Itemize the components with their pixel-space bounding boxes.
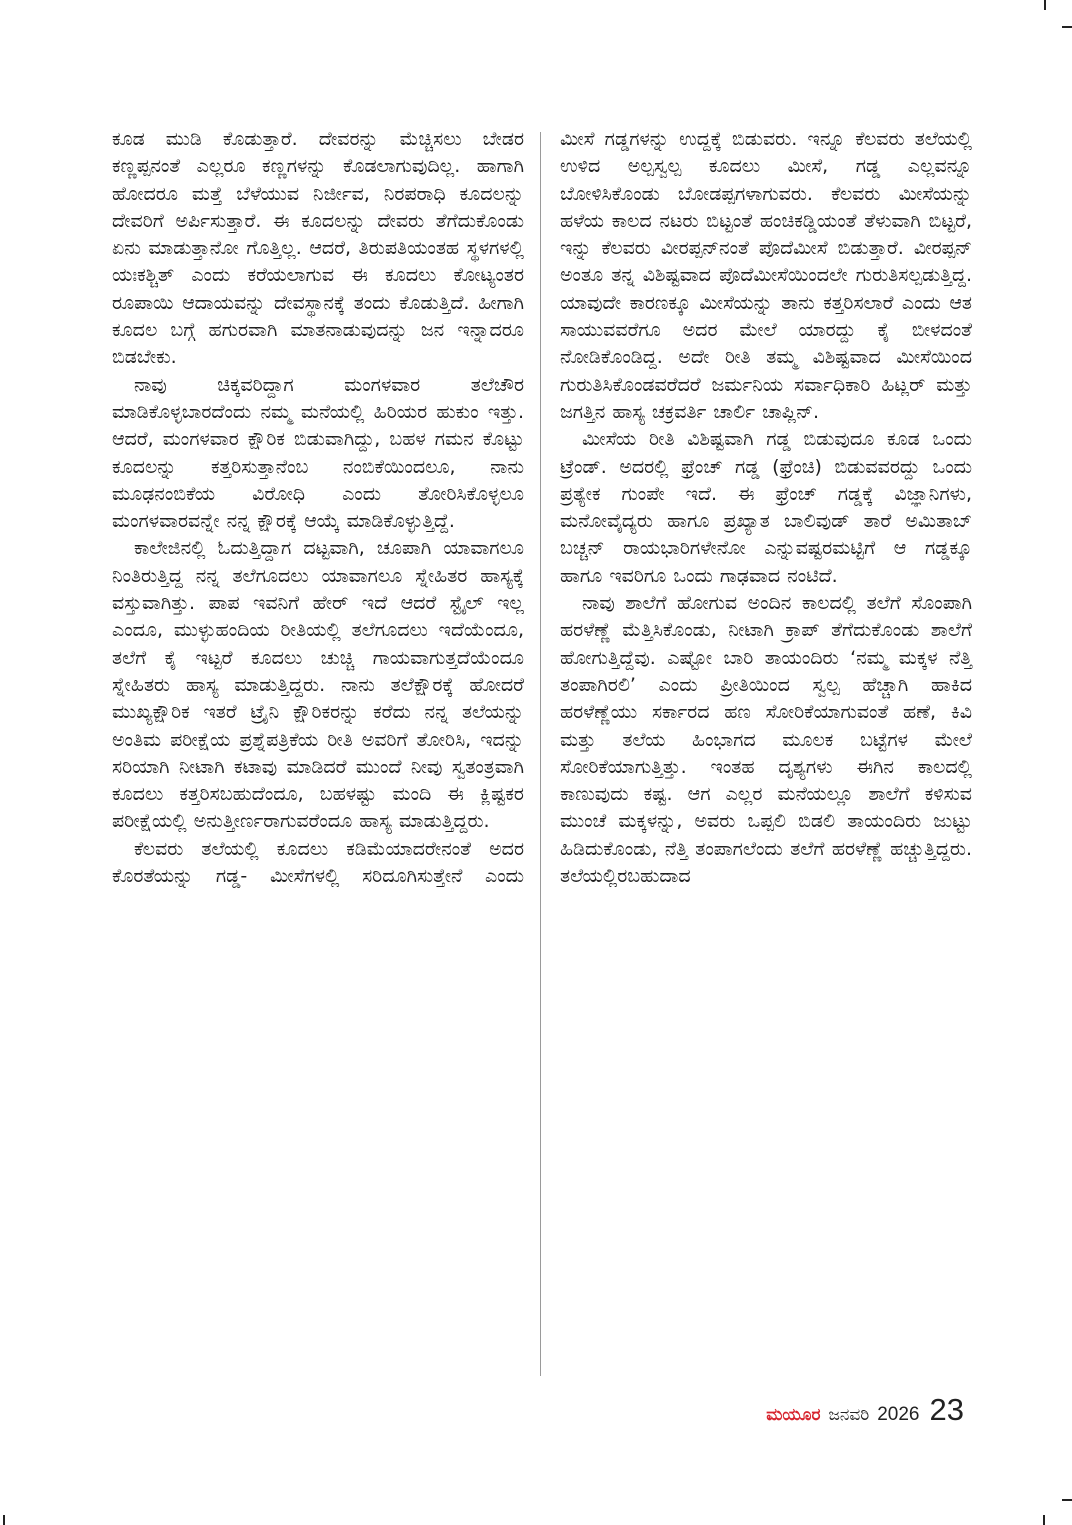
article-paragraph: ನಾವು ಶಾಲೆಗೆ ಹೋಗುವ ಅಂದಿನ ಕಾಲದಲ್ಲಿ ತಲೆಗೆ ಸೊಂಪಾಗಿ ಹರಳೆಣ್ಣೆ ಮೆತ್ತಿಸಿಕೊಂಡು, ನೀಟಾಗಿ ಕ್ರಾಪ್ ತೆಗೆದುಕೊಂಡು ಶಾಲೆಗೆ ಹೋಗುತ್ತಿದ್ದೆವು. ಎಷ್ಟೋ ಬಾರಿ ತಾಯಂದಿರು ‘ನಮ್ಮ ಮಕ್ಕಳ ನೆತ್ತಿ ತಂಪಾಗಿರಲಿ’ ಎಂದು ಪ್ರೀತಿಯಿಂದ ಸ್ವಲ್ಪ ಹೆಚ್ಚಾಗಿ ಹಾಕಿದ ಹರಳೆಣ್ಣೆಯು ಸರ್ಕಾರದ ಹಣ ಸೋರಿಕೆಯಾಗುವಂತೆ ಹಣೆ, ಕಿವಿ ಮತ್ತು ತಲೆಯ ಹಿಂಭಾಗದ ಮೂಲಕ ಬಟ್ಟೆಗಳ ಮೇಲೆ ಸೋರಿಕೆಯಾಗುತ್ತಿತ್ತು. ಇಂತಹ ದೃಶ್ಯಗಳು ಈಗಿನ ಕಾಲದಲ್ಲಿ ಕಾಣುವುದು ಕಷ್ಟ. ಆಗ ಎಲ್ಲರ ಮನೆಯಲ್ಲೂ ಶಾಲೆಗೆ ಕಳಿಸುವ ಮುಂಚೆ ಮಕ್ಕಳನ್ನು, ಅವರು ಒಪ್ಪಲಿ ಬಿಡಲಿ ತಾಯಂದಿರು ಜುಟ್ಟು ಹಿಡಿದುಕೊಂಡು, ನೆತ್ತಿ ತಂಪಾಗಲೆಂದು ತಲೆಗೆ ಹರಳೆಣ್ಣೆ ಹಚ್ಚುತ್ತಿದ್ದರು. ತಲೆಯಲ್ಲಿರಬಹುದಾದ [560,592,972,888]
page-footer [766,1392,964,1428]
crop-mark-right-top [1062,26,1072,28]
article-paragraph: ನಾವು ಚಿಕ್ಕವರಿದ್ದಾಗ ಮಂಗಳವಾರ ತಲೆಚೌರ ಮಾಡಿಕೊಳ್ಳಬಾರದೆಂದು ನಮ್ಮ ಮನೆಯಲ್ಲಿ ಹಿರಿಯರ ಹುಕುಂ ಇತ್ತು. ಆದರೆ, ಮಂಗಳವಾರ ಕ್ಷೌರಿಕ ಬಿಡುವಾಗಿದ್ದು, ಬಹಳ ಗಮನ ಕೊಟ್ಟು ಕೂದಲನ್ನು ಕತ್ತರಿಸುತ್ತಾನೆಂಬ ನಂಬಿಕೆಯಿಂದಲೂ, ನಾನು ಮೂಢನಂಬಿಕೆಯ ವಿರೋಧಿ ಎಂದು ತೋರಿಸಿಕೊಳ್ಳಲೂ ಮಂಗಳವಾರವನ್ನೇ ನನ್ನ ಕ್ಷೌರಕ್ಕೆ ಆಯ್ಕೆ ಮಾಡಿಕೊಳ್ಳುತ್ತಿದ್ದೆ. [112,373,524,533]
magazine-logo: ಮಯೂರ [766,1405,821,1425]
crop-mark-top-right [1044,0,1046,10]
article-paragraph: ಮೀಸೆಯ ರೀತಿ ವಿಶಿಷ್ಟವಾಗಿ ಗಡ್ಡ ಬಿಡುವುದೂ ಕೂಡ ಒಂದು ಟ್ರೆಂಡ್. ಅದರಲ್ಲಿ ಫ್ರೆಂಚ್ ಗಡ್ಡ (ಫ್ರೆಂಚಿ) ಬಿಡುವವರದ್ದು ಒಂದು ಪ್ರತ್ಯೇಕ ಗುಂಪೇ ಇದೆ. ಈ ಫ್ರೆಂಚ್ ಗಡ್ಡಕ್ಕೆ ವಿಜ್ಞಾನಿಗಳು, ಮನೋವೈದ್ಯರು ಹಾಗೂ ಪ್ರಖ್ಯಾತ ಬಾಲಿವುಡ್ ತಾರೆ ಅಮಿತಾಬ್ ಬಚ್ಚನ್ ರಾಯಭಾರಿಗಳೇನೋ ಎನ್ನುವಷ್ಟರಮಟ್ಟಿಗೆ ಆ ಗಡ್ಡಕ್ಕೂ ಹಾಗೂ ಇವರಿಗೂ ಒಂದು ಗಾಢವಾದ ನಂಟಿದೆ. [560,428,972,587]
article-paragraph: ಕೆಲವರು ತಲೆಯಲ್ಲಿ ಕೂದಲು ಕಡಿಮೆಯಾದರೇನಂತೆ ಅದರ ಕೊರತೆಯನ್ನು ಗಡ್ಡ- ಮೀಸೆಗಳಲ್ಲಿ ಸರಿದೂಗಿಸುತ್ತೇನೆ ಎಂದು [112,837,524,888]
page-number: 23 [929,1392,964,1427]
issue-year: 2026 [877,1404,920,1425]
article-column-right [560,126,972,890]
column-divider [540,132,541,1376]
article-paragraph: ಕೂಡ ಮುಡಿ ಕೊಡುತ್ತಾರೆ. ದೇವರನ್ನು ಮೆಚ್ಚಿಸಲು ಬೇಡರ ಕಣ್ಣಪ್ಪನಂತೆ ಎಲ್ಲರೂ ಕಣ್ಣಗಳನ್ನು ಕೊಡಲಾಗುವುದಿಲ್ಲ. ಹಾಗಾಗಿ ಹೋದರೂ ಮತ್ತೆ ಬೆಳೆಯುವ ನಿರ್ಜೀವ, ನಿರಪರಾಧಿ ಕೂದಲನ್ನು ದೇವರಿಗೆ ಅರ್ಪಿಸುತ್ತಾರೆ. ಈ ಕೂದಲನ್ನು ದೇವರು ತೆಗೆದುಕೊಂಡು ಏನು ಮಾಡುತ್ತಾನೋ ಗೊತ್ತಿಲ್ಲ. ಆದರೆ, ತಿರುಪತಿಯಂತಹ ಸ್ಥಳಗಳಲ್ಲಿ ಯಃಕಶ್ಚಿತ್ ಎಂದು ಕರೆಯಲಾಗುವ ಈ ಕೂದಲು ಕೋಟ್ಯಂತರ ರೂಪಾಯಿ ಆದಾಯವನ್ನು ದೇವಸ್ಥಾನಕ್ಕೆ ತಂದು ಕೊಡುತ್ತಿದೆ. ಹೀಗಾಗಿ ಕೂದಲ ಬಗ್ಗೆ ಹಗುರವಾಗಿ ಮಾತನಾಡುವುದನ್ನು ಜನ ಇನ್ನಾದರೂ ಬಿಡಬೇಕು. [112,128,524,369]
crop-mark-right-bottom [1062,1499,1072,1501]
crop-mark-bottom-left [3,1515,5,1525]
article-column-left [112,126,524,890]
issue-month: ಜನವರಿ [828,1405,870,1425]
article-paragraph: ಕಾಲೇಜಿನಲ್ಲಿ ಓದುತ್ತಿದ್ದಾಗ ದಟ್ಟವಾಗಿ, ಚೂಪಾಗಿ ಯಾವಾಗಲೂ ನಿಂತಿರುತ್ತಿದ್ದ ನನ್ನ ತಲೆಗೂದಲು ಯಾವಾಗಲೂ ಸ್ನೇಹಿತರ ಹಾಸ್ಯಕ್ಕೆ ವಸ್ತುವಾಗಿತ್ತು. ಪಾಪ ಇವನಿಗೆ ಹೇರ್ ಇದೆ ಆದರೆ ಸ್ಟೈಲ್ ಇಲ್ಲ ಎಂದೂ, ಮುಳ್ಳುಹಂದಿಯ ರೀತಿಯಲ್ಲಿ ತಲೆಗೂದಲು ಇದೆಯೆಂದೂ, ತಲೆಗೆ ಕೈ ಇಟ್ಟರೆ ಕೂದಲು ಚುಚ್ಚಿ ಗಾಯವಾಗುತ್ತದೆಯೆಂದೂ ಸ್ನೇಹಿತರು ಹಾಸ್ಯ ಮಾಡುತ್ತಿದ್ದರು. ನಾನು ತಲೆಕ್ಷೌರಕ್ಕೆ ಹೋದರೆ ಮುಖ್ಯಕ್ಷೌರಿಕ ಇತರೆ ಟ್ರೈನಿ ಕ್ಷೌರಿಕರನ್ನು ಕರೆದು ನನ್ನ ತಲೆಯನ್ನು ಅಂತಿಮ ಪರೀಕ್ಷೆಯ ಪ್ರಶ್ನೆಪತ್ರಿಕೆಯ ರೀತಿ ಅವರಿಗೆ ತೋರಿಸಿ, ಇದನ್ನು ಸರಿಯಾಗಿ ನೀಟಾಗಿ ಕಟಾವು ಮಾಡಿದರೆ ಮುಂದೆ ನೀವು ಸ್ವತಂತ್ರವಾಗಿ ಕೂದಲು ಕತ್ತರಿಸಬಹುದೆಂದೂ, ಬಹಳಷ್ಟು ಮಂದಿ ಈ ಕ್ಲಿಷ್ಟಕರ ಪರೀಕ್ಷೆಯಲ್ಲಿ ಅನುತ್ತೀರ್ಣರಾಗುವರೆಂದೂ ಹಾಸ್ಯ ಮಾಡುತ್ತಿದ್ದರು. [112,537,524,833]
crop-mark-bottom-right [1043,1515,1045,1525]
article-paragraph: ಮೀಸೆ ಗಡ್ಡಗಳನ್ನು ಉದ್ದಕ್ಕೆ ಬಿಡುವರು. ಇನ್ನೂ ಕೆಲವರು ತಲೆಯಲ್ಲಿ ಉಳಿದ ಅಲ್ಪಸ್ವಲ್ಪ ಕೂದಲು ಮೀಸೆ, ಗಡ್ಡ ಎಲ್ಲವನ್ನೂ ಬೋಳಿಸಿಕೊಂಡು ಬೋಡಪ್ಪಗಳಾಗುವರು. ಕೆಲವರು ಮೀಸೆಯನ್ನು ಹಳೆಯ ಕಾಲದ ನಟರು ಬಿಟ್ಟಂತೆ ಹಂಚಿಕಡ್ಡಿಯಂತೆ ತೆಳುವಾಗಿ ಬಿಟ್ಟರೆ, ಇನ್ನು ಕೆಲವರು ವೀರಪ್ಪನ್‌ನಂತೆ ಪೊದೆಮೀಸೆ ಬಿಡುತ್ತಾರೆ. ವೀರಪ್ಪನ್ ಅಂತೂ ತನ್ನ ವಿಶಿಷ್ಟವಾದ ಪೊದೆಮೀಸೆಯಿಂದಲೇ ಗುರುತಿಸಲ್ಪಡುತ್ತಿದ್ದ. ಯಾವುದೇ ಕಾರಣಕ್ಕೂ ಮೀಸೆಯನ್ನು ತಾನು ಕತ್ತರಿಸಲಾರೆ ಎಂದು ಆತ ಸಾಯುವವರೆಗೂ ಅದರ ಮೇಲೆ ಯಾರದ್ದು ಕೈ ಬೀಳದಂತೆ ನೋಡಿಕೊಂಡಿದ್ದ. ಅದೇ ರೀತಿ ತಮ್ಮ ವಿಶಿಷ್ಟವಾದ ಮೀಸೆಯಿಂದ ಗುರುತಿಸಿಕೊಂಡವರೆದರೆ ಜರ್ಮನಿಯ ಸರ್ವಾಧಿಕಾರಿ ಹಿಟ್ಲರ್ ಮತ್ತು ಜಗತ್ತಿನ ಹಾಸ್ಯ ಚಕ್ರವರ್ತಿ ಚಾರ್ಲಿ ಚಾಪ್ಲಿನ್. [560,128,972,423]
magazine-page [112,126,972,1376]
